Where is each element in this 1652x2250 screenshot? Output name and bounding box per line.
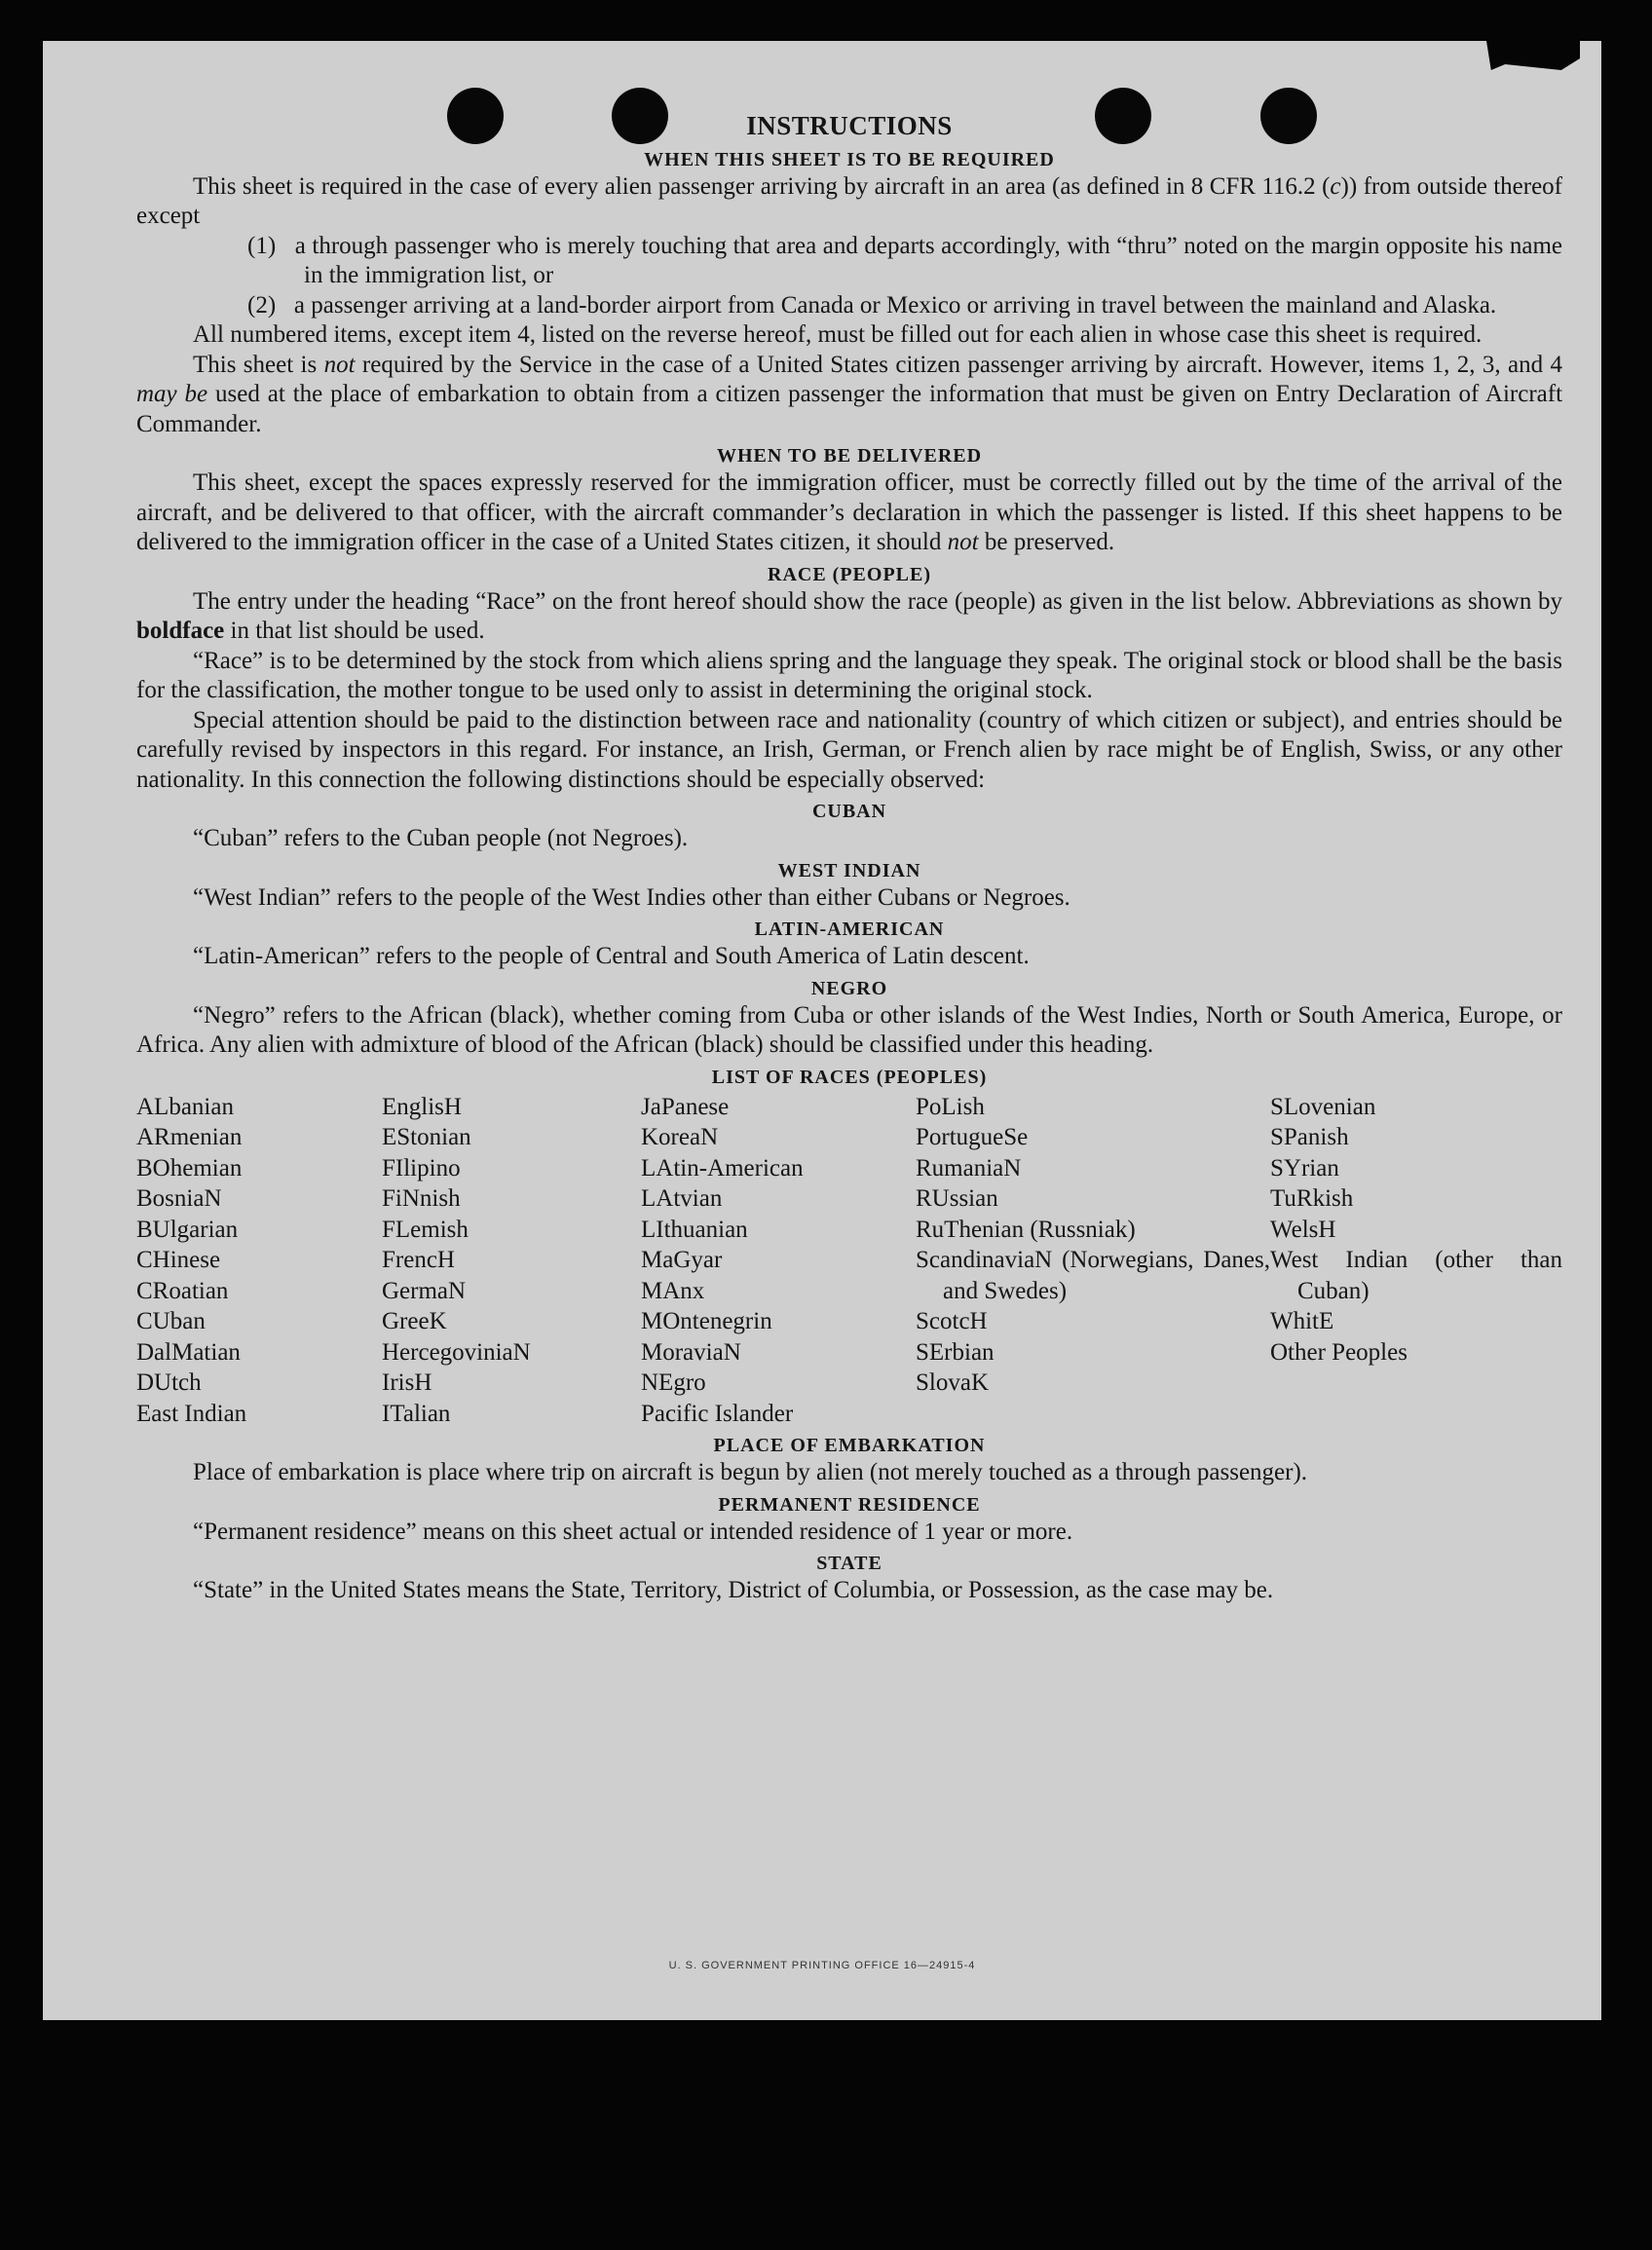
section-heading: WEST INDIAN	[777, 859, 921, 881]
text: not	[323, 351, 356, 378]
list-item	[136, 232, 1562, 291]
text: required by the Service in the case of a United States citizen passenger arriving by aircraft. However, items 1, 2, 3, and 4	[355, 351, 1562, 378]
race-entry: PortugueSe	[916, 1124, 1029, 1150]
race-entry: IrisH	[382, 1369, 432, 1396]
printer-imprint: U. S. GOVERNMENT PRINTING OFFICE 16—24915-4	[668, 1960, 976, 1971]
race-entry: FrencH	[382, 1247, 455, 1273]
race-entry: SlovaK	[916, 1369, 989, 1396]
race-column	[1270, 1092, 1562, 1430]
race-column	[382, 1092, 641, 1430]
race-entry: KoreaN	[641, 1124, 719, 1150]
paragraph: “West Indian” refers to the people of the West Indies other than either Cubans or Negroes.	[193, 883, 1070, 911]
text: The entry under the heading “Race” on the front hereof should show the race (people) as given in the list below. Abbreviations as shown by	[193, 587, 1562, 615]
race-entry: BUlgarian	[136, 1216, 239, 1243]
instructions-content	[136, 111, 1562, 1606]
item-text: a through passenger who is merely touching that area and departs accordingly, with “thru” noted on the margin opposite his name in the immigration list, or	[294, 232, 1562, 288]
paragraph: “Negro” refers to the African (black), whether coming from Cuba or other islands of the West Indies, North or South America, Europe, or Africa. Any alien with admixture of blood of the African (black) should be classified under this heading.	[136, 1001, 1562, 1058]
text: in that list should be used.	[224, 618, 485, 644]
race-entry: RUssian	[916, 1185, 998, 1212]
text: boldface	[136, 618, 225, 644]
race-entry: FIlipino	[382, 1154, 461, 1181]
race-entry: WhitE	[1270, 1308, 1334, 1334]
section-heading: LATIN-AMERICAN	[754, 919, 945, 940]
race-entry: ScandinaviaN (Norwegians, Danes, and Swedes)	[916, 1247, 1270, 1304]
race-entry: JaPanese	[641, 1093, 730, 1120]
race-entry: East Indian	[136, 1400, 247, 1427]
paragraph: “Permanent residence” means on this sheet actual or intended residence of 1 year or more.	[193, 1518, 1073, 1545]
race-list	[136, 1092, 1562, 1430]
race-entry: LAtvian	[641, 1185, 723, 1212]
paragraph: All numbered items, except item 4, listed on the reverse hereof, must be filled out for each alien in whose case this sheet is required.	[193, 321, 1483, 348]
race-entry: RuThenian (Russniak)	[916, 1216, 1136, 1243]
race-entry: FiNnish	[382, 1185, 461, 1212]
race-entry: SYrian	[1270, 1154, 1339, 1181]
section-heading: LIST OF RACES (PEOPLES)	[711, 1066, 988, 1088]
race-entry: CUban	[136, 1308, 206, 1334]
text: used at the place of embarkation to obtain from a citizen passenger the information that must be given on Entry Declaration of Aircraft Commander.	[136, 381, 1563, 437]
race-entry: MaGyar	[641, 1247, 723, 1273]
race-column	[136, 1092, 382, 1430]
race-entry: EStonian	[382, 1124, 471, 1150]
race-entry: GreeK	[382, 1308, 447, 1334]
section-heading: RACE (PEOPLE)	[768, 563, 931, 585]
race-entry: West Indian (other than Cuban)	[1270, 1247, 1562, 1304]
race-entry: EnglisH	[382, 1093, 462, 1120]
paragraph: “State” in the United States means the State, Territory, District of Columbia, or Possession, as the case may be.	[193, 1577, 1274, 1603]
paragraph	[136, 469, 1562, 558]
race-entry: WelsH	[1270, 1216, 1336, 1243]
race-entry: NEgro	[641, 1369, 706, 1396]
race-column	[641, 1092, 916, 1430]
paragraph	[136, 351, 1562, 440]
item-text: a passenger arriving at a land-border airport from Canada or Mexico or arriving in travel between the mainland and Alaska.	[293, 291, 1497, 319]
race-entry: MoraviaN	[641, 1338, 741, 1366]
race-entry: ITalian	[382, 1400, 451, 1427]
race-entry: Other Peoples	[1270, 1338, 1408, 1366]
race-entry: SErbian	[916, 1338, 995, 1366]
race-entry: RumaniaN	[916, 1154, 1022, 1181]
document-sheet	[43, 41, 1601, 2020]
text: This sheet is	[193, 351, 324, 378]
paragraph: Place of embarkation is place where trip on aircraft is begun by alien (not merely touched as a through passenger).	[193, 1459, 1308, 1485]
race-column	[916, 1092, 1270, 1430]
section-heading: STATE	[816, 1553, 882, 1574]
text: This sheet, except the spaces expressly reserved for the immigration officer, must be correctly filled out by the time of the arrival of the aircraft, and be delivered to that officer, with the aircraft commander’s declaration in which the passenger is listed. If this sheet happens to be delivered to the immigration officer in the case of a United States citizen, it should	[136, 469, 1562, 555]
race-entry: DalMatian	[136, 1338, 241, 1366]
paragraph: “Cuban” refers to the Cuban people (not Negroes).	[193, 825, 689, 851]
section-heading: PLACE OF EMBARKATION	[713, 1435, 986, 1456]
race-entry: GermaN	[382, 1277, 467, 1304]
race-entry: HercegoviniaN	[382, 1338, 531, 1366]
text: This sheet is required in the case of every alien passenger arriving by aircraft in an area (as defined in 8 CFR 116.2 (	[193, 172, 1331, 200]
text: c	[1330, 172, 1341, 200]
race-entry: FLemish	[382, 1216, 469, 1243]
item-number: (2)	[247, 291, 277, 319]
section-heading: NEGRO	[810, 977, 888, 999]
race-entry: LAtin-American	[641, 1154, 804, 1181]
race-entry: MAnx	[641, 1277, 705, 1304]
text: not	[947, 529, 979, 555]
race-entry: BosniaN	[136, 1185, 222, 1212]
paragraph	[136, 587, 1562, 647]
race-entry: ALbanian	[136, 1093, 234, 1120]
section-heading: PERMANENT RESIDENCE	[718, 1493, 981, 1516]
race-entry: DUtch	[136, 1369, 202, 1396]
text: )) from outside thereof except	[136, 172, 1562, 229]
race-entry: CRoatian	[136, 1277, 229, 1304]
race-entry: SLovenian	[1270, 1093, 1376, 1120]
section-heading: WHEN TO BE DELIVERED	[716, 445, 983, 467]
race-entry: ScotcH	[916, 1308, 988, 1334]
text: may be	[136, 381, 208, 407]
race-entry: BOhemian	[136, 1154, 243, 1181]
paragraph: “Latin-American” refers to the people of Central and South America of Latin descent.	[193, 943, 1030, 969]
page-title: INSTRUCTIONS	[746, 111, 953, 140]
section-heading: WHEN THIS SHEET IS TO BE REQUIRED	[644, 148, 1055, 170]
paragraph: “Race” is to be determined by the stock from which aliens spring and the language they speak. The original stock or blood shall be the basis for the classification, the mother tongue to be used only to assist in determining the original stock.	[136, 647, 1562, 703]
race-entry: SPanish	[1270, 1124, 1349, 1150]
race-entry: ARmenian	[136, 1124, 243, 1150]
race-entry: MOntenegrin	[641, 1308, 772, 1334]
item-number: (1)	[247, 232, 277, 259]
paragraph: Special attention should be paid to the distinction between race and nationality (country of which citizen or subject), and entries should be carefully revised by inspectors in this regard. For instance, an Irish, German, or French alien by race might be of English, Swiss, or any other nationality. In this connection the following distinctions should be especially observed:	[136, 706, 1562, 793]
race-entry: CHinese	[136, 1247, 221, 1273]
race-entry: Pacific Islander	[641, 1400, 794, 1427]
torn-corner	[1486, 41, 1580, 70]
paragraph	[136, 172, 1562, 232]
text: be preserved.	[978, 529, 1115, 555]
race-entry: PoLish	[916, 1093, 985, 1120]
race-entry: LIthuanian	[641, 1216, 748, 1243]
list-item	[136, 291, 1562, 321]
section-heading: CUBAN	[811, 801, 887, 822]
race-entry: TuRkish	[1270, 1185, 1354, 1212]
